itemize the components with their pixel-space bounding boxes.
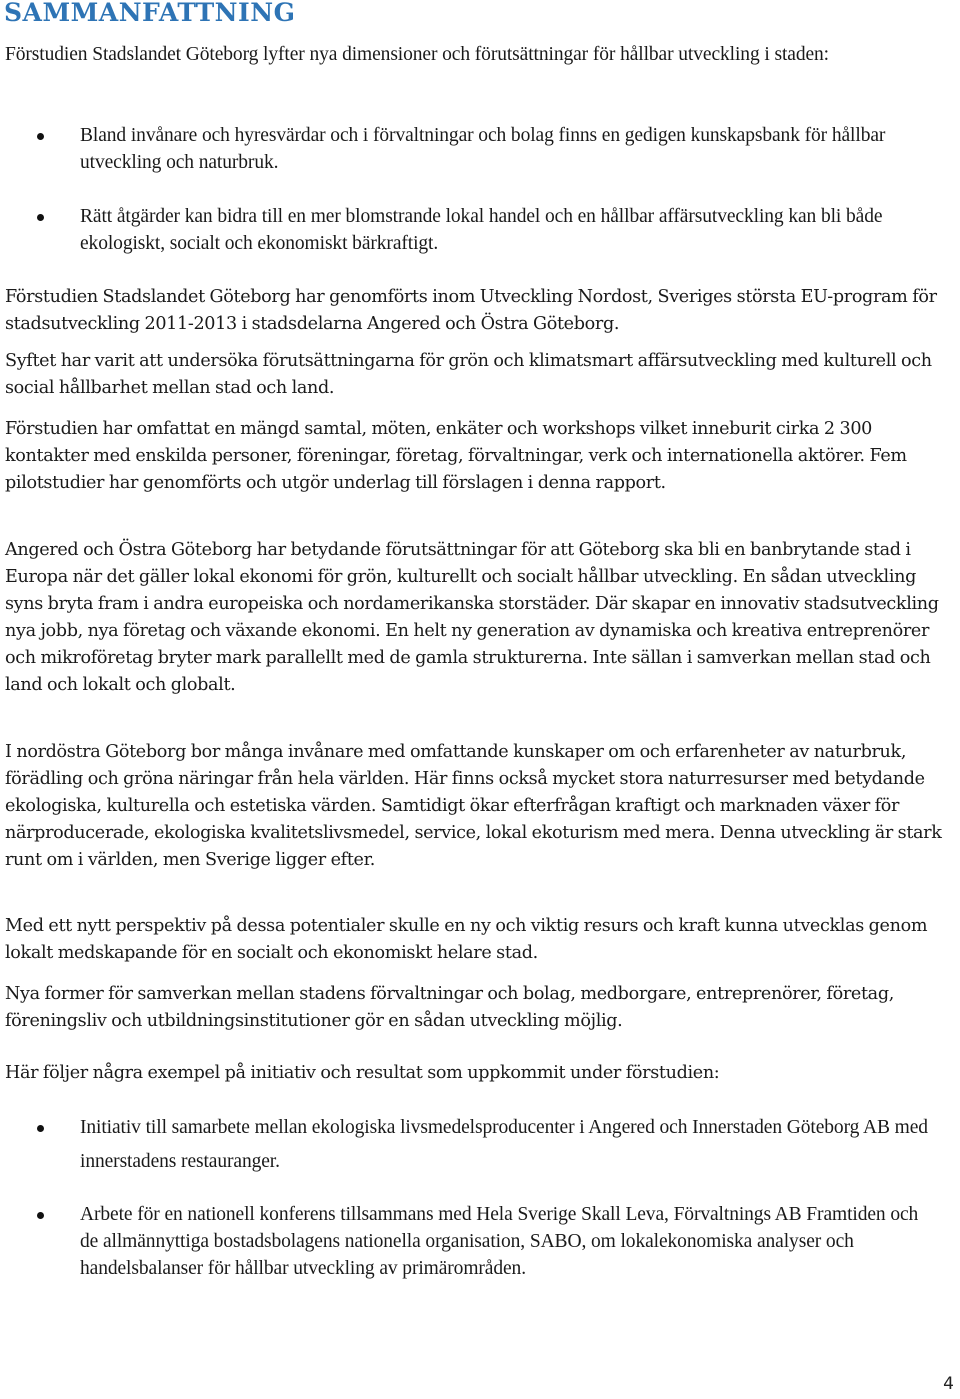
intro-paragraph: Förstudien Stadslandet Göteborg lyfter nya dimensioner och förutsättningar för hållbar utveckling i staden: [5, 44, 829, 65]
body-paragraph: I nordöstra Göteborg bor många invånare med omfattande kunskaper om och erfarenheter av naturbruk, förädling och gröna näringar från hela världen. Här finns också mycket stora naturresurser med betydande ekologiska, kulturella och estetiska värden. Samtidigt ökar efterfrågan kraftigt och marknaden växer för närproducerade, ekologiska kvalitetslivsmedel, service, lokal ekoturism med mera. Denna utveckling är stark runt om i världen, men Sverige ligger efter. [5, 742, 942, 870]
bullet-icon [37, 1125, 44, 1132]
results-bullet-list [0, 1111, 960, 1282]
page-heading: SAMMANFATTNING [4, 0, 296, 27]
body-paragraph: Syftet har varit att undersöka förutsättningarna för grön och klimatsmart affärsutveckling med kulturell och social hållbarhet mellan stad och land. [5, 351, 932, 398]
body-paragraph: Här följer några exempel på initiativ och resultat som uppkommit under förstudien: [5, 1063, 720, 1083]
body-paragraph: Förstudien Stadslandet Göteborg har genomförts inom Utveckling Nordost, Sveriges största EU-program för stadsutveckling 2011-2013 i stadsdelarna Angered och Östra Göteborg. [5, 287, 937, 334]
list-item-text: Rätt åtgärder kan bidra till en mer blomstrande lokal handel och en hållbar affärsutveckling kan bli både ekologiskt, socialt och ekonomiskt bärkraftigt. [80, 206, 883, 254]
list-item [0, 122, 940, 176]
body-paragraph: Nya former för samverkan mellan stadens förvaltningar och bolag, medborgare, entreprenörer, företag, föreningsliv och utbildningsinstitutioner gör en sådan utveckling möjlig. [5, 984, 894, 1031]
list-item [0, 1111, 940, 1179]
body-paragraph: Angered och Östra Göteborg har betydande förutsättningar för att Göteborg ska bli en banbrytande stad i Europa när det gäller lokal ekonomi för grön, kulturellt och socialt hållbar utveckling. En sådan utveckling syns bryta fram i andra europeiska och nordamerikanska storstäder. Där skapar en innovativ stadsutveckling nya jobb, nya företag och växande ekonomi. En helt ny generation av dynamiska och kreativa entreprenörer och mikroföretag bryter mark parallellt med de gamla strukturerna. Inte sällan i samverkan mellan stad och land och lokalt och globalt. [5, 540, 939, 695]
body-paragraph: Förstudien har omfattat en mängd samtal, möten, enkäter och workshops vilket inneburit cirka 2 300 kontakter med enskilda personer, föreningar, företag, förvaltningar, verk och internationella aktörer. Fem pilotstudier har genomförts och utgör underlag till förslagen i denna rapport. [5, 419, 907, 493]
list-item-text: Bland invånare och hyresvärdar och i förvaltningar och bolag finns en gedigen kunskapsbank för hållbar utveckling och naturbruk. [80, 125, 886, 173]
body-paragraph: Med ett nytt perspektiv på dessa potentialer skulle en ny och viktig resurs och kraft kunna utvecklas genom lokalt medskapande för en socialt och ekonomiskt helare stad. [5, 916, 928, 963]
intro-bullet-list [0, 122, 960, 257]
list-item [0, 1201, 940, 1282]
bullet-icon [37, 133, 44, 140]
page-number: 4 [943, 1374, 954, 1394]
list-item-text: Arbete för en nationell konferens tillsammans med Hela Sverige Skall Leva, Förvaltnings AB Framtiden och de allmännyttiga bostadsbolagens nationella organisation, SABO, om lokalekonomiska analyser och handelsbalanser för hållbar utveckling av primärområden. [80, 1204, 919, 1279]
list-item-text: Initiativ till samarbete mellan ekologiska livsmedelsproducenter i Angered och Innerstaden Göteborg AB med innerstadens restauranger. [80, 1117, 928, 1172]
bullet-icon [37, 1212, 44, 1219]
list-item [0, 203, 940, 257]
bullet-icon [37, 214, 44, 221]
